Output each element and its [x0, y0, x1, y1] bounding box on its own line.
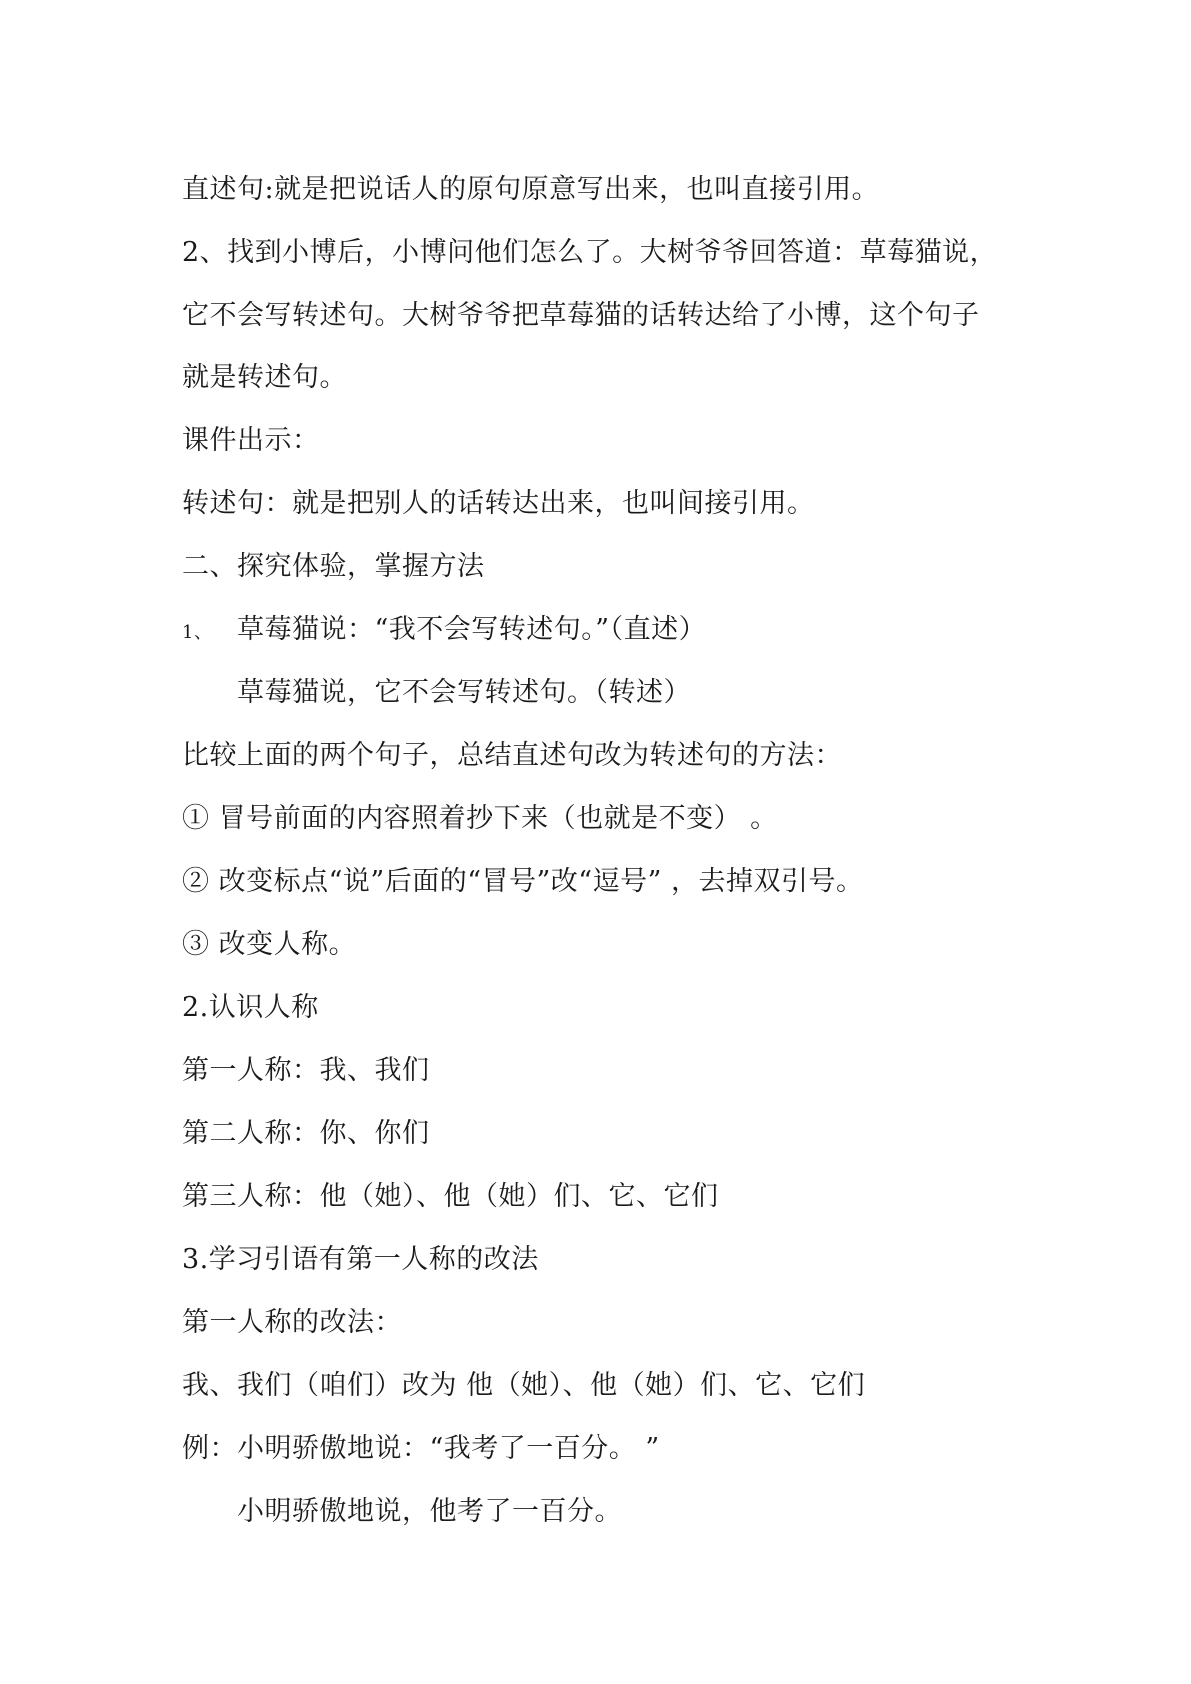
- paragraph-story-line-3: 就是转述句。: [182, 362, 347, 393]
- example-number: 1、: [182, 622, 213, 643]
- paragraph-story-line-1: 2、找到小博后，小博问他们怎么了。大树爷爷回答道：草莓猫说，: [182, 237, 998, 268]
- paragraph-courseware-label: 课件出示：: [182, 425, 320, 456]
- first-person-list: 第一人称：我、我们: [182, 1055, 430, 1086]
- example-direct-xiaoming: 例：小明骄傲地说：“我考了一百分。 ”: [182, 1433, 660, 1464]
- method-step-2: ② 改变标点“说”后面的“冒号”改“逗号” ，去掉双引号。: [182, 866, 864, 897]
- section-heading-first-person-method: 3.学习引语有第一人称的改法: [182, 1244, 539, 1275]
- section-heading-persons: 2.认识人称: [182, 992, 319, 1023]
- third-person-list: 第三人称：他（她）、他（她）们、它、它们: [182, 1181, 719, 1212]
- example-indirect-sentence: 草莓猫说，它不会写转述句。（转述）: [237, 677, 691, 708]
- first-person-method-rule: 我、我们（咱们）改为 他（她）、他（她）们、它、它们: [182, 1370, 866, 1401]
- method-step-1: ① 冒号前面的内容照着抄下来（也就是不变） 。: [182, 803, 778, 834]
- example-direct-sentence: [182, 612, 706, 651]
- first-person-method-label: 第一人称的改法：: [182, 1307, 402, 1338]
- second-person-list: 第二人称：你、你们: [182, 1118, 430, 1149]
- method-step-3: ③ 改变人称。: [182, 929, 357, 960]
- paragraph-compare-instruction: 比较上面的两个句子，总结直述句改为转述句的方法：: [182, 740, 842, 771]
- section-heading-explore: 二、探究体验，掌握方法: [182, 551, 485, 582]
- paragraph-direct-speech-definition: 直述句:就是把说话人的原句原意写出来，也叫直接引用。: [182, 174, 880, 205]
- example-indirect-xiaoming: 小明骄傲地说，他考了一百分。: [237, 1496, 622, 1527]
- paragraph-indirect-speech-definition: 转述句：就是把别人的话转达出来，也叫间接引用。: [182, 488, 815, 519]
- example-direct-text: 草莓猫说：“我不会写转述句。”（直述）: [237, 614, 707, 645]
- paragraph-story-line-2: 它不会写转述句。大树爷爷把草莓猫的话转达给了小博，这个句子: [182, 300, 980, 331]
